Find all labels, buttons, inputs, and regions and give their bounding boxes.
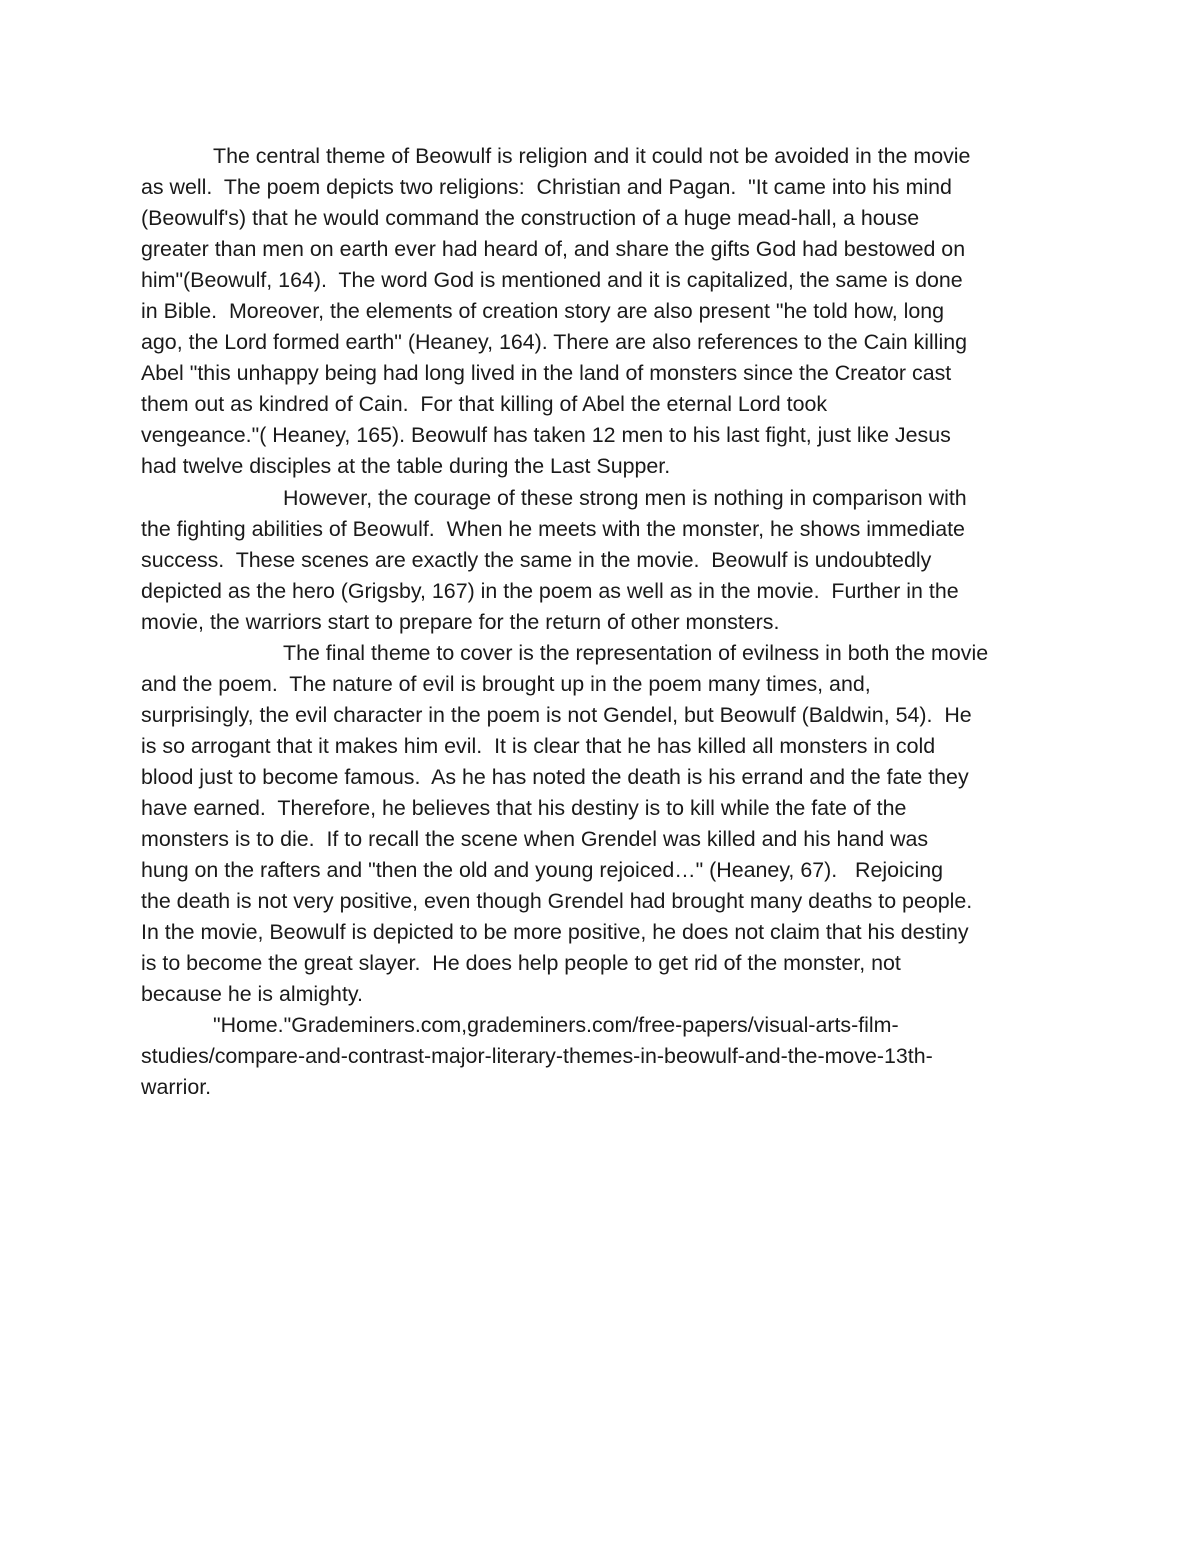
citation-line: "Home."Grademiners.com,grademiners.com/free-papers/visual-arts-film-: [213, 1013, 899, 1038]
text-line: The central theme of Beowulf is religion and it could not be avoided in the movie: [213, 144, 971, 168]
text-line: The final theme to cover is the representation of evilness in both the movie: [283, 640, 989, 665]
text-line: However, the courage of these strong men is nothing in comparison with: [283, 485, 967, 510]
text-line: success. These scenes are exactly the same in the movie. Beowulf is undoubtedly: [141, 547, 932, 572]
text-line: In the movie, Beowulf is depicted to be more positive, he does not claim that his destiny: [141, 920, 969, 945]
paragraph-evilness: [141, 638, 1071, 1011]
text-line: depicted as the hero (Grigsby, 167) in the poem as well as in the movie. Further in the: [141, 578, 959, 603]
text-line: blood just to become famous. As he has noted the death is his errand and the fate they: [141, 764, 969, 789]
paragraph-religion: [141, 141, 1071, 483]
text-line: is to become the great slayer. He does help people to get rid of the monster, not: [141, 951, 901, 976]
text-line: hung on the rafters and "then the old and young rejoiced…" (Heaney, 67). Rejoicing: [141, 858, 943, 883]
text-line: him"(Beowulf, 164). The word God is mentioned and it is capitalized, the same is done: [141, 268, 963, 293]
text-line: ago, the Lord formed earth" (Heaney, 164). There are also references to the Cain killing: [141, 330, 968, 355]
citation-line: studies/compare-and-contrast-major-literary-themes-in-beowulf-and-the-move-13th-: [141, 1044, 933, 1069]
text-line: vengeance."( Heaney, 165). Beowulf has taken 12 men to his last fight, just like Jesus: [141, 423, 951, 448]
text-line: monsters is to die. If to recall the scene when Grendel was killed and his hand was: [141, 827, 929, 852]
text-line: as well. The poem depicts two religions: Christian and Pagan. "It came into his mind: [141, 175, 952, 200]
document-body: [141, 141, 1071, 1103]
text-line: in Bible. Moreover, the elements of creation story are also present "he told how, long: [141, 299, 945, 324]
text-line: (Beowulf's) that he would command the construction of a huge mead-hall, a house: [141, 206, 920, 231]
citation-line: warrior.: [141, 1075, 212, 1100]
text-line: had twelve disciples at the table during the Last Supper.: [141, 454, 671, 479]
text-line: the fighting abilities of Beowulf. When he meets with the monster, he shows immediate: [141, 516, 965, 541]
text-line: and the poem. The nature of evil is brought up in the poem many times, and,: [141, 671, 871, 696]
text-line: Abel "this unhappy being had long lived in the land of monsters since the Creator cast: [141, 361, 952, 386]
text-line: the death is not very positive, even though Grendel had brought many deaths to people.: [141, 889, 973, 914]
text-line: them out as kindred of Cain. For that killing of Abel the eternal Lord took: [141, 392, 828, 417]
text-line: movie, the warriors start to prepare for the return of other monsters.: [141, 609, 780, 634]
text-line: because he is almighty.: [141, 982, 363, 1007]
text-line: is so arrogant that it makes him evil. It is clear that he has killed all monsters in cold: [141, 733, 936, 758]
paragraph-courage: [141, 483, 1071, 638]
text-line: surprisingly, the evil character in the poem is not Gendel, but Beowulf (Baldwin, 54). He: [141, 702, 972, 727]
text-line: have earned. Therefore, he believes that his destiny is to kill while the fate of the: [141, 795, 907, 820]
citation: [141, 1010, 1071, 1103]
text-line: greater than men on earth ever had heard of, and share the gifts God had bestowed on: [141, 237, 966, 262]
